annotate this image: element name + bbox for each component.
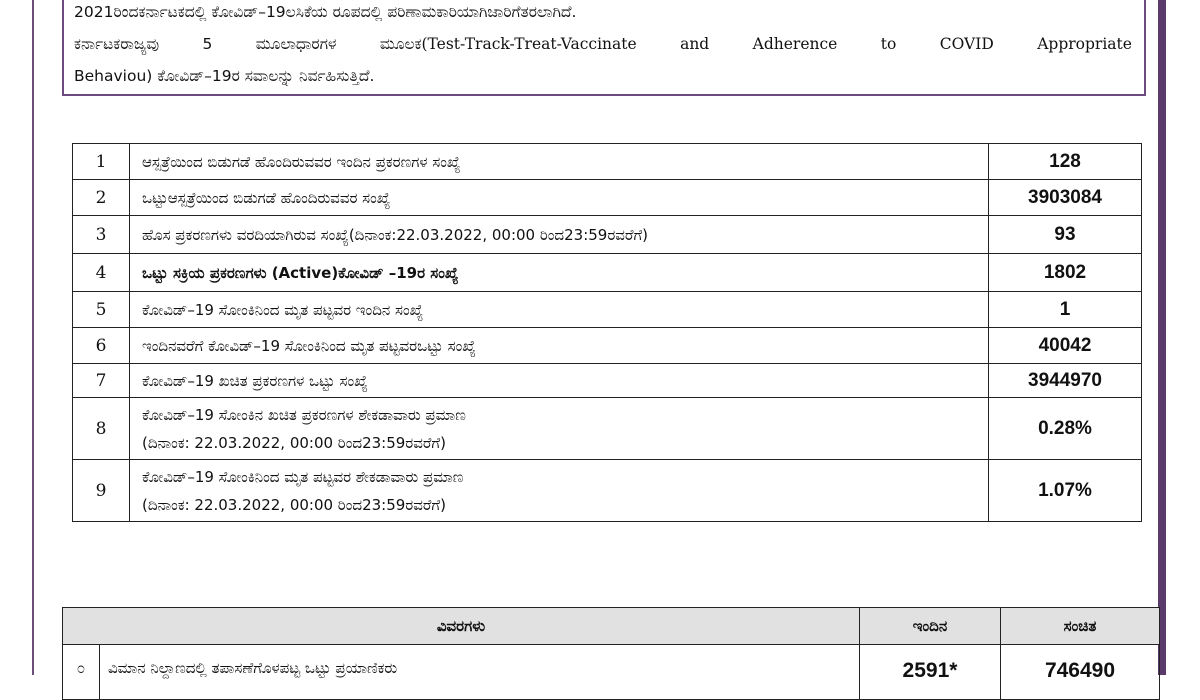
intro-line-1: 2021ರಿಂದಕರ್ನಾಟಕದಲ್ಲಿ ಕೋವಿಡ್–19ಲಸಿಕೆಯ ರೂಪದಲ್ಲಿ ಪರಿಣಾಮಕಾರಿಯಾಗಿಜಾರಿಗೆತರಲಾಗಿದೆ.	[74, 3, 577, 21]
table-row	[63, 645, 1160, 700]
intro-word: COVID	[939, 35, 994, 53]
page-border-right	[1158, 0, 1166, 675]
row-description: ಕೋವಿಡ್–19 ಖಚಿತ ಪ್ರಕರಣಗಳ ಒಟ್ಟು ಸಂಖ್ಯೆ	[130, 364, 989, 398]
covid-stats-table	[72, 143, 1142, 522]
row-description: ಒಟ್ಟು ಸಕ್ರಿಯ ಪ್ರಕರಣಗಳು (Active)ಕೋವಿಡ್ –19ರ ಸಂಖ್ಯೆ	[130, 254, 989, 292]
row-number: ೦	[63, 645, 100, 700]
row-description: ಆಸ್ಪತ್ರೆಯಿಂದ ಬಿಡುಗಡೆ ಹೊಂದಿರುವವರ ಇಂದಿನ ಪ್ರಕರಣಗಳ ಸಂಖ್ಯೆ	[130, 144, 989, 180]
table-row	[73, 292, 1142, 328]
table-row	[73, 216, 1142, 254]
intro-word: Appropriate	[1037, 35, 1132, 53]
row-value: 93	[989, 216, 1142, 254]
header-cumulative: ಸಂಚಿತ	[1001, 608, 1160, 645]
intro-line-3: Behaviou) ಕೋವಿಡ್–19ರ ಸವಾಲನ್ನು ನಿರ್ವಹಿಸುತ್ತಿದೆ.	[74, 67, 375, 85]
row-description-date: (ದಿನಾಂಕ: 22.03.2022, 00:00 ರಿಂದ23:59ರವರೆಗೆ)	[142, 433, 446, 452]
intro-word: ಮೂಲಕ(Test-Track-Treat-Vaccinate	[379, 35, 637, 53]
row-value: 0.28%	[989, 398, 1142, 460]
row-number: 4	[73, 254, 130, 292]
row-value: 40042	[989, 328, 1142, 364]
intro-word: to	[880, 35, 897, 53]
row-description: ವಿಮಾನ ನಿಲ್ದಾಣದಲ್ಲಿ ತಪಾಸಣೆಗೊಳಪಟ್ಟ ಒಟ್ಟು ಪ್ರಯಾಣಿಕರು	[100, 645, 860, 700]
details-table	[62, 607, 1160, 700]
row-description: ಹೊಸ ಪ್ರಕರಣಗಳು ವರದಿಯಾಗಿರುವ ಸಂಖ್ಯೆ(ದಿನಾಂಕ:22.03.2022, 00:00 ರಿಂದ23:59ರವರೆಗೆ)	[130, 216, 989, 254]
table-row	[73, 144, 1142, 180]
row-description	[130, 460, 989, 522]
row-number: 8	[73, 398, 130, 460]
row-description-date: (ದಿನಾಂಕ: 22.03.2022, 00:00 ರಿಂದ23:59ರವರೆಗೆ)	[142, 495, 446, 514]
row-number: 9	[73, 460, 130, 522]
row-value: 1	[989, 292, 1142, 328]
row-value: 1.07%	[989, 460, 1142, 522]
page-border-left	[32, 0, 34, 675]
table-row	[73, 254, 1142, 292]
row-number: 6	[73, 328, 130, 364]
table-row	[73, 364, 1142, 398]
table-row	[73, 180, 1142, 216]
header-details: ವಿವರಗಳು	[63, 608, 860, 645]
row-value: 128	[989, 144, 1142, 180]
row-description-main: ಕೋವಿಡ್–19 ಸೋಂಕಿನಿಂದ ಮೃತ ಪಟ್ಟವರ ಶೇಕಡಾವಾರು ಪ್ರಮಾಣ	[142, 467, 464, 486]
row-description	[130, 398, 989, 460]
row-number: 2	[73, 180, 130, 216]
header-today: ಇಂದಿನ	[860, 608, 1001, 645]
row-today-value: 2591*	[860, 645, 1001, 700]
row-cumulative-value: 746490	[1001, 645, 1160, 700]
table-row	[73, 328, 1142, 364]
row-number: 7	[73, 364, 130, 398]
intro-word: 5	[202, 35, 213, 53]
row-description: ಇಂದಿನವರೆಗೆ ಕೋವಿಡ್–19 ಸೋಂಕಿನಿಂದ ಮೃತ ಪಟ್ಟವರಒಟ್ಟು ಸಂಖ್ಯೆ	[130, 328, 989, 364]
row-description: ಕೋವಿಡ್–19 ಸೋಂಕಿನಿಂದ ಮೃತ ಪಟ್ಟವರ ಇಂದಿನ ಸಂಖ್ಯೆ	[130, 292, 989, 328]
row-number: 5	[73, 292, 130, 328]
intro-word: ಮೂಲಾಧಾರಗಳ	[255, 35, 337, 53]
intro-word: ಕರ್ನಾಟಕರಾಜ್ಯವು	[74, 35, 160, 53]
intro-line-2	[74, 34, 1132, 54]
row-value: 3944970	[989, 364, 1142, 398]
row-number: 3	[73, 216, 130, 254]
row-description: ಒಟ್ಟುಆಸ್ಪತ್ರೆಯಿಂದ ಬಿಡುಗಡೆ ಹೊಂದಿರುವವರ ಸಂಖ್ಯೆ	[130, 180, 989, 216]
intro-word: and	[680, 35, 710, 53]
row-value: 3903084	[989, 180, 1142, 216]
row-number: 1	[73, 144, 130, 180]
table-header-row	[63, 608, 1160, 645]
intro-word: Adherence	[752, 35, 838, 53]
row-value: 1802	[989, 254, 1142, 292]
table-row	[73, 398, 1142, 460]
table-row	[73, 460, 1142, 522]
intro-box	[62, 0, 1146, 96]
row-description-main: ಕೋವಿಡ್–19 ಸೋಂಕಿನ ಖಚಿತ ಪ್ರಕರಣಗಳ ಶೇಕಡಾವಾರು ಪ್ರಮಾಣ	[142, 405, 466, 424]
